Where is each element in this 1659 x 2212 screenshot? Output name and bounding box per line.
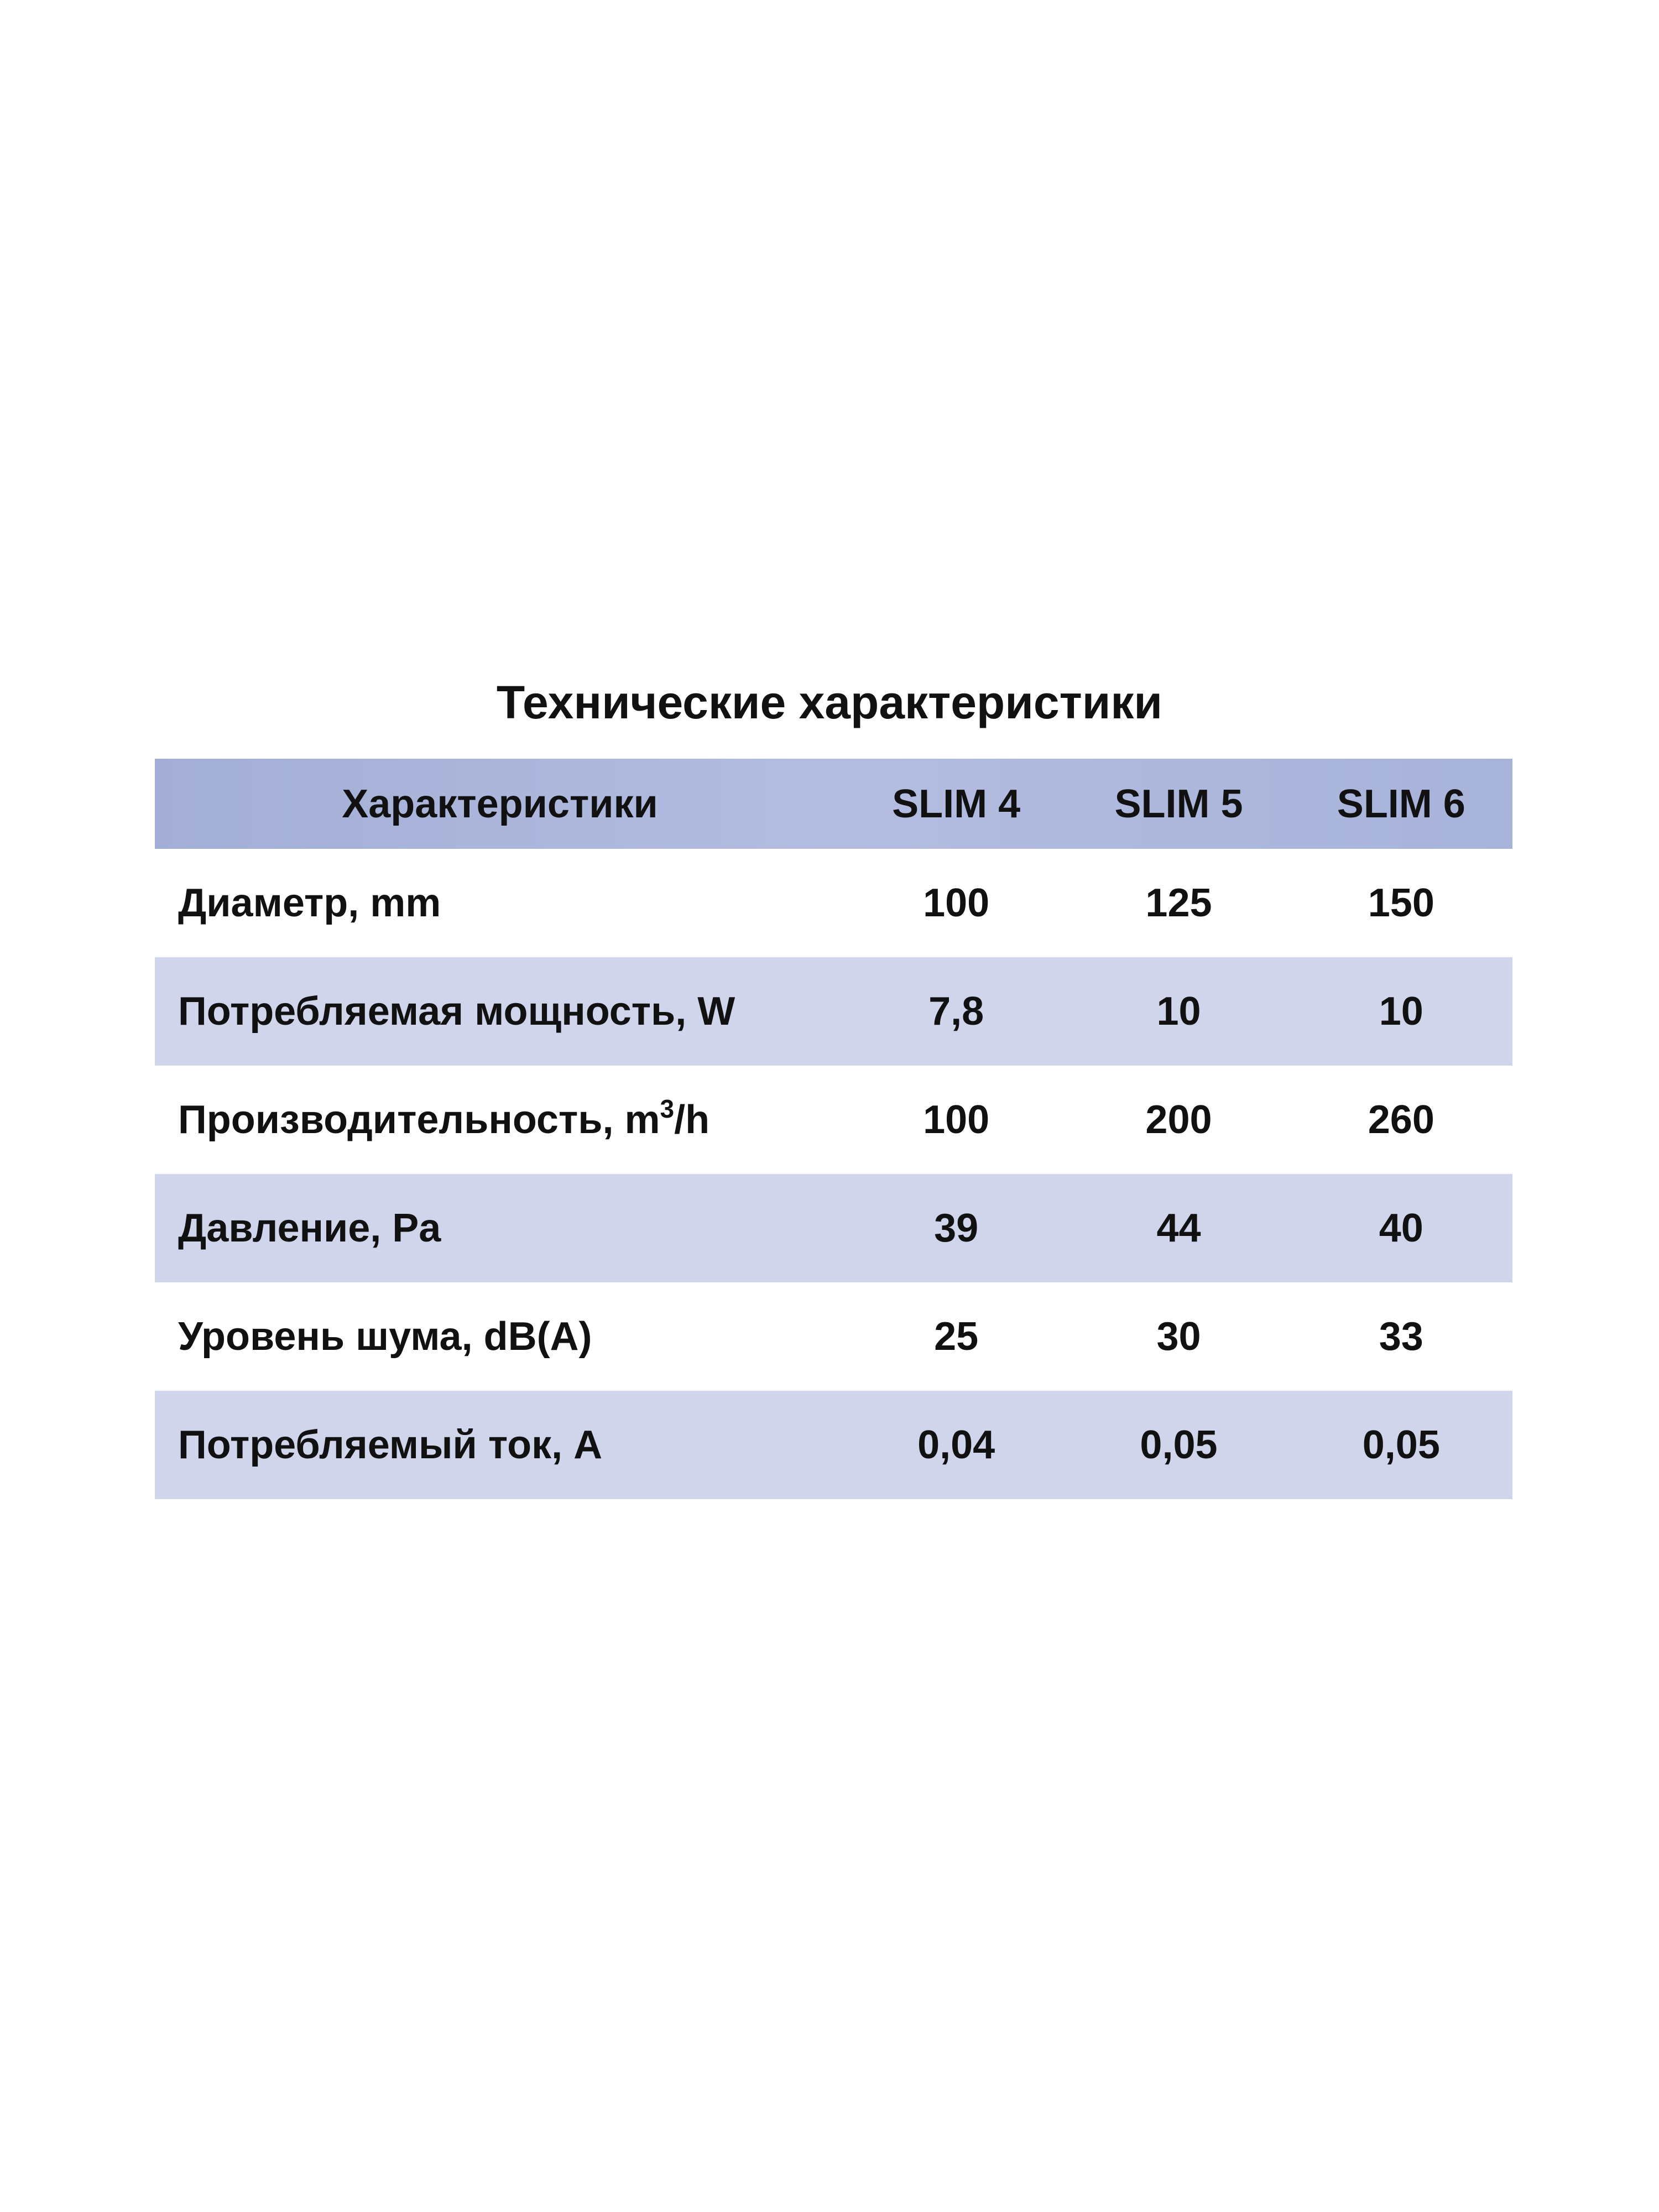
row-label (155, 1066, 845, 1174)
row-label: Потребляемая мощность, W (178, 989, 735, 1034)
cell-slim-5: 30 (1156, 1314, 1201, 1359)
row-label-text: Производительность, m (178, 1098, 660, 1142)
cell-slim-5: 200 (1145, 1098, 1212, 1142)
column-header-characteristics: Характеристики (342, 781, 658, 826)
cell-slim-6: 10 (1379, 989, 1423, 1034)
cell-slim-4: 0,04 (917, 1423, 995, 1467)
table-row-noise (155, 1282, 1512, 1391)
cell-slim-6: 0,05 (1362, 1423, 1440, 1467)
cell-slim-4: 39 (934, 1206, 979, 1250)
cell-slim-5: 125 (1145, 881, 1212, 925)
cell-slim-4: 100 (923, 1098, 990, 1142)
row-label-suffix: /h (674, 1098, 710, 1142)
table-row-pressure (155, 1174, 1512, 1282)
table-header-row (155, 759, 1512, 849)
cell-slim-5: 10 (1156, 989, 1201, 1034)
row-label-superscript: 3 (660, 1094, 675, 1123)
cell-slim-6: 150 (1368, 881, 1434, 925)
cell-slim-6: 33 (1379, 1314, 1423, 1359)
row-label: Потребляемый ток, A (178, 1423, 603, 1467)
cell-slim-4: 25 (934, 1314, 979, 1359)
table-row-power (155, 957, 1512, 1066)
table-row-capacity (155, 1066, 1512, 1174)
cell-slim-4: 100 (923, 881, 990, 925)
table-row-diameter (155, 849, 1512, 957)
specifications-table (155, 759, 1512, 1499)
row-label: Диаметр, mm (178, 881, 441, 925)
cell-slim-6: 40 (1379, 1206, 1423, 1250)
cell-slim-4: 7,8 (928, 989, 984, 1034)
cell-slim-6: 260 (1368, 1098, 1434, 1142)
cell-slim-5: 0,05 (1140, 1423, 1218, 1467)
page-title: Технические характеристики (496, 676, 1163, 728)
column-header-slim-4: SLIM 4 (892, 781, 1021, 826)
column-header-slim-5: SLIM 5 (1114, 781, 1243, 826)
row-label: Уровень шума, dB(A) (178, 1314, 592, 1359)
row-label: Давление, Pa (178, 1206, 441, 1250)
column-header-slim-6: SLIM 6 (1337, 781, 1465, 826)
table-row-current (155, 1391, 1512, 1499)
cell-slim-5: 44 (1156, 1206, 1201, 1250)
